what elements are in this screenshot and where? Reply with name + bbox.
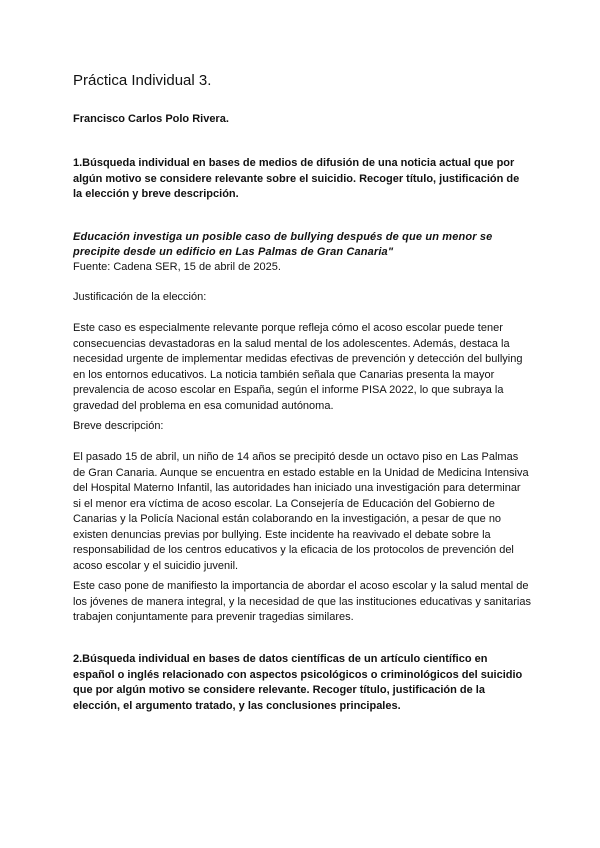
news-source: Fuente: Cadena SER, 15 de abril de 2025.: [73, 261, 281, 273]
document-title: Práctica Individual 3.: [73, 72, 212, 89]
author-name: Francisco Carlos Polo Rivera.: [73, 113, 229, 125]
news-title: Educación investiga un posible caso de bullying después de que un menor se precipite desde un edificio en Las Palmas de Gran Canaria": [73, 231, 493, 258]
news-block: [73, 230, 531, 275]
justification-text: Este caso es especialmente relevante porque refleja cómo el acoso escolar puede tener consecuencias devastadoras en la salud mental de los adolescentes. Además, destaca la necesidad urgente de implementar medidas efectivas de prevención y detección del bullying en los entornos educativos. La noticia también señala que Canarias presenta la mayor prevalencia de acoso escolar en España, según el informe PISA 2022, lo que subraya la gravedad del problema en esa comunidad autónoma.: [73, 322, 523, 412]
description-heading: Breve descripción:: [73, 420, 164, 432]
question-1: 1.Búsqueda individual en bases de medios de difusión de una noticia actual que por algún motivo se considere relevante sobre el suicidio. Recoger título, justificación de la elección y breve descripción.: [73, 157, 520, 200]
question-2: 2.Búsqueda individual en bases de datos científicas de un artículo científico en español o inglés relacionado con aspectos psicológicos o criminológicos del suicidio que por algún motivo se considere relevante. Recoger título, justificación de la elección, el argumento tratado, y las conclusiones principales.: [73, 653, 523, 712]
justification-heading: Justificación de la elección:: [73, 291, 207, 303]
conclusion-text: Este caso pone de manifiesto la importancia de abordar el acoso escolar y la salud mental de los jóvenes de manera integral, y la necesidad de que las instituciones educativas y sanitarias trabajen conjuntamente para prevenir tragedias similares.: [73, 580, 531, 623]
description-text: El pasado 15 de abril, un niño de 14 años se precipitó desde un octavo piso en Las Palmas de Gran Canaria. Aunque se encuentra en estado estable en la Unidad de Medicina Intensiva del Hospital Materno Infantil, las autoridades han iniciado una investigación para determinar si el menor era víctima de acoso escolar. La Consejería de Educación del Gobierno de Canarias y la Policía Nacional están colaborando en la investigación, a pesar de que no existen denuncias previas por bullying. Este incidente ha reavivado el debate sobre la responsabilidad de los centros educativos y la eficacia de los protocolos de prevención del acoso escolar y el suicidio juvenil.: [73, 451, 529, 572]
